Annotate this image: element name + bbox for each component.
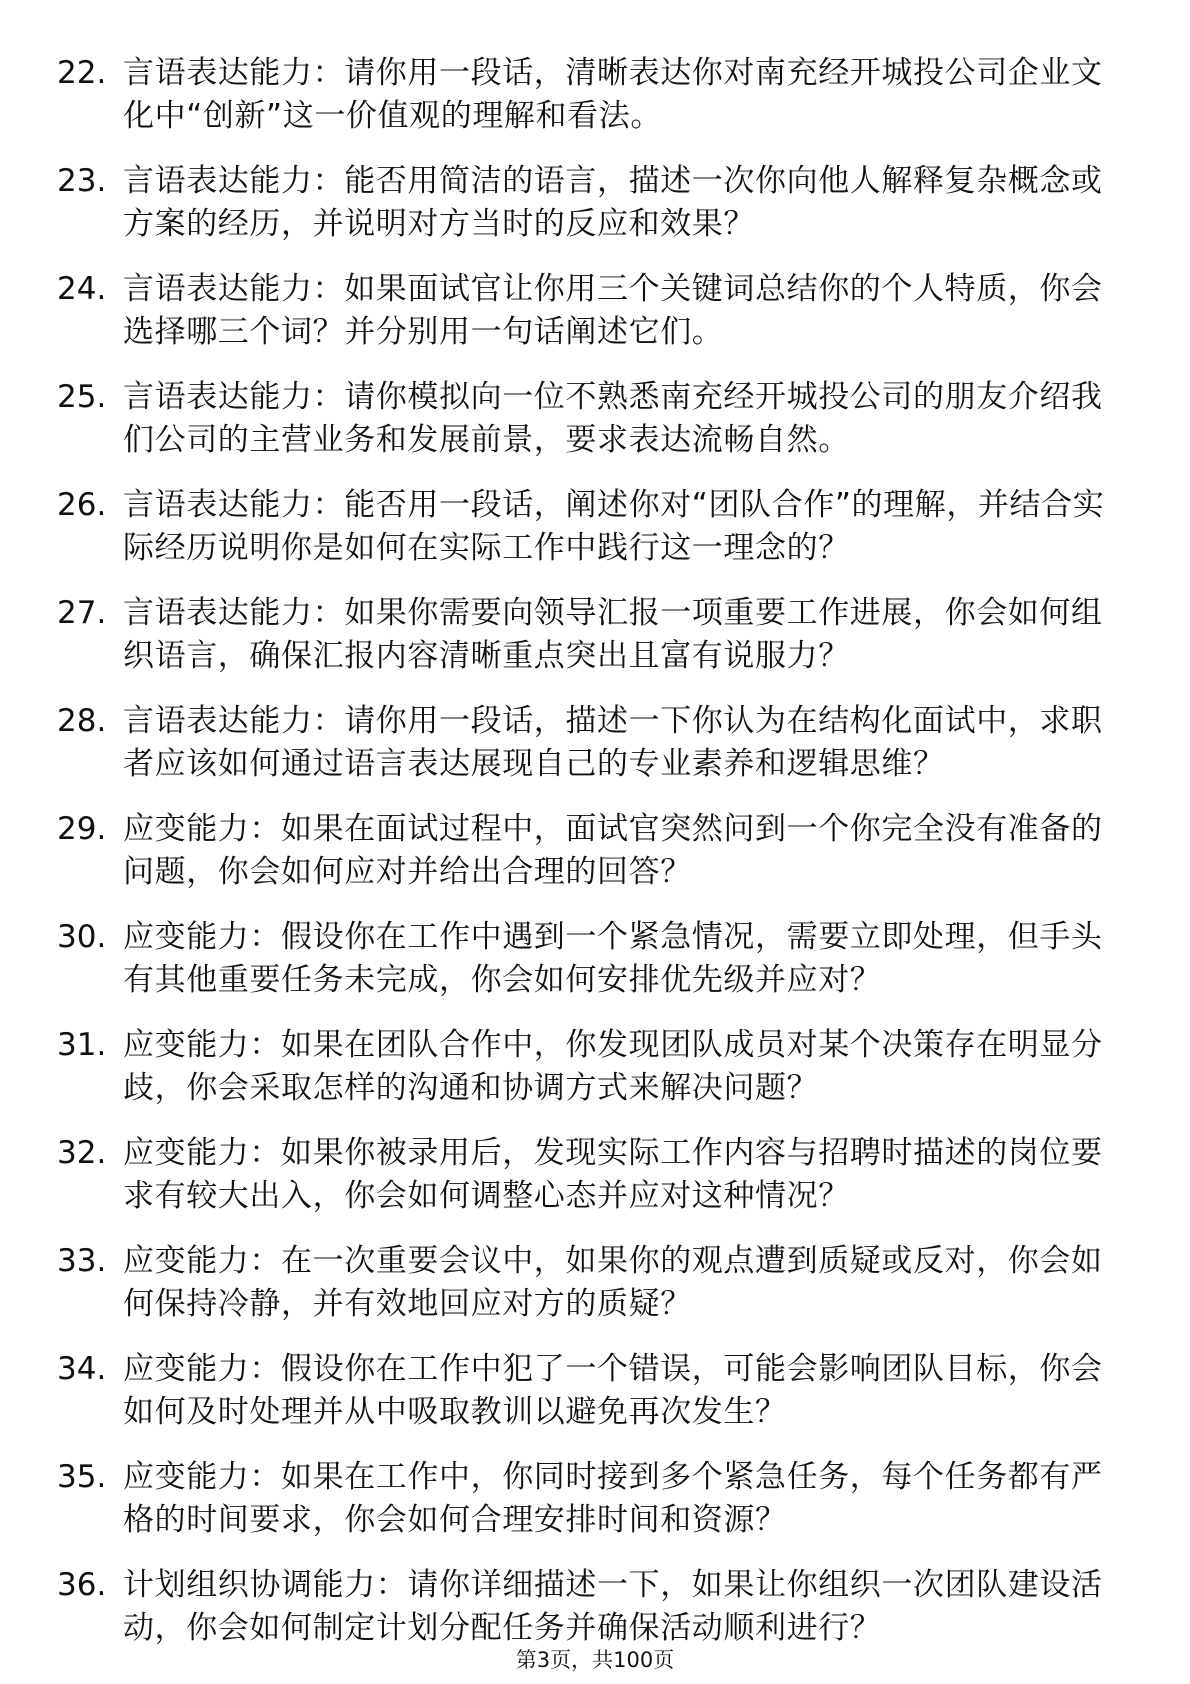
question-number: 23. xyxy=(57,163,107,199)
question-list xyxy=(57,52,1117,1672)
question-number: 30. xyxy=(57,919,107,955)
question-item xyxy=(57,1240,1117,1326)
question-number: 31. xyxy=(57,1027,107,1063)
question-text: 言语表达能力：能否用简洁的语言，描述一次你向他人解释复杂概念或方案的经历，并说明对方当时的反应和效果？ xyxy=(123,163,1103,242)
question-item xyxy=(57,1564,1117,1650)
question-text: 应变能力：如果在面试过程中，面试官突然问到一个你完全没有准备的问题，你会如何应对并给出合理的回答？ xyxy=(123,811,1103,890)
question-number: 33. xyxy=(57,1243,107,1279)
question-item xyxy=(57,1132,1117,1218)
question-item xyxy=(57,1348,1117,1434)
question-text: 言语表达能力：请你用一段话，描述一下你认为在结构化面试中，求职者应该如何通过语言表达展现自己的专业素养和逻辑思维？ xyxy=(123,703,1103,782)
question-number: 27. xyxy=(57,595,107,631)
question-number: 34. xyxy=(57,1351,107,1387)
question-item xyxy=(57,916,1117,1002)
question-number: 25. xyxy=(57,379,107,415)
question-text: 应变能力：假设你在工作中遇到一个紧急情况，需要立即处理，但手头有其他重要任务未完成，你会如何安排优先级并应对？ xyxy=(123,919,1103,998)
question-text: 应变能力：假设你在工作中犯了一个错误，可能会影响团队目标，你会如何及时处理并从中吸取教训以避免再次发生？ xyxy=(123,1351,1103,1430)
question-text: 言语表达能力：如果你需要向领导汇报一项重要工作进展，你会如何组织语言，确保汇报内容清晰重点突出且富有说服力？ xyxy=(123,595,1103,674)
question-number: 28. xyxy=(57,703,107,739)
question-number: 26. xyxy=(57,487,107,523)
question-item xyxy=(57,808,1117,894)
question-item xyxy=(57,376,1117,462)
question-text: 应变能力：如果你被录用后，发现实际工作内容与招聘时描述的岗位要求有较大出入，你会如何调整心态并应对这种情况？ xyxy=(123,1135,1103,1214)
question-number: 35. xyxy=(57,1459,107,1495)
question-text: 言语表达能力：请你模拟向一位不熟悉南充经开城投公司的朋友介绍我们公司的主营业务和发展前景，要求表达流畅自然。 xyxy=(123,379,1103,458)
question-item xyxy=(57,52,1117,138)
question-text: 计划组织协调能力：请你详细描述一下，如果让你组织一次团队建设活动，你会如何制定计划分配任务并确保活动顺利进行？ xyxy=(123,1567,1103,1646)
question-item xyxy=(57,484,1117,570)
question-number: 29. xyxy=(57,811,107,847)
question-text: 言语表达能力：能否用一段话，阐述你对“团队合作”的理解，并结合实际经历说明你是如何在实际工作中践行这一理念的？ xyxy=(123,487,1105,566)
question-item xyxy=(57,1024,1117,1110)
question-text: 应变能力：如果在工作中，你同时接到多个紧急任务，每个任务都有严格的时间要求，你会如何合理安排时间和资源？ xyxy=(123,1459,1103,1538)
question-text: 应变能力：如果在团队合作中，你发现团队成员对某个决策存在明显分歧，你会采取怎样的沟通和协调方式来解决问题？ xyxy=(123,1027,1103,1106)
question-number: 36. xyxy=(57,1567,107,1603)
question-item xyxy=(57,1456,1117,1542)
question-text: 言语表达能力：请你用一段话，清晰表达你对南充经开城投公司企业文化中“创新”这一价值观的理解和看法。 xyxy=(123,55,1103,134)
question-number: 22. xyxy=(57,55,107,91)
question-item xyxy=(57,160,1117,246)
question-item xyxy=(57,592,1117,678)
question-text: 应变能力：在一次重要会议中，如果你的观点遭到质疑或反对，你会如何保持冷静，并有效地回应对方的质疑？ xyxy=(123,1243,1103,1322)
question-number: 24. xyxy=(57,271,107,307)
question-text: 言语表达能力：如果面试官让你用三个关键词总结你的个人特质，你会选择哪三个词？并分别用一句话阐述它们。 xyxy=(123,271,1103,350)
question-item xyxy=(57,268,1117,354)
question-item xyxy=(57,700,1117,786)
page-footer: 第3页，共100页 xyxy=(515,1648,675,1672)
question-number: 32. xyxy=(57,1135,107,1171)
